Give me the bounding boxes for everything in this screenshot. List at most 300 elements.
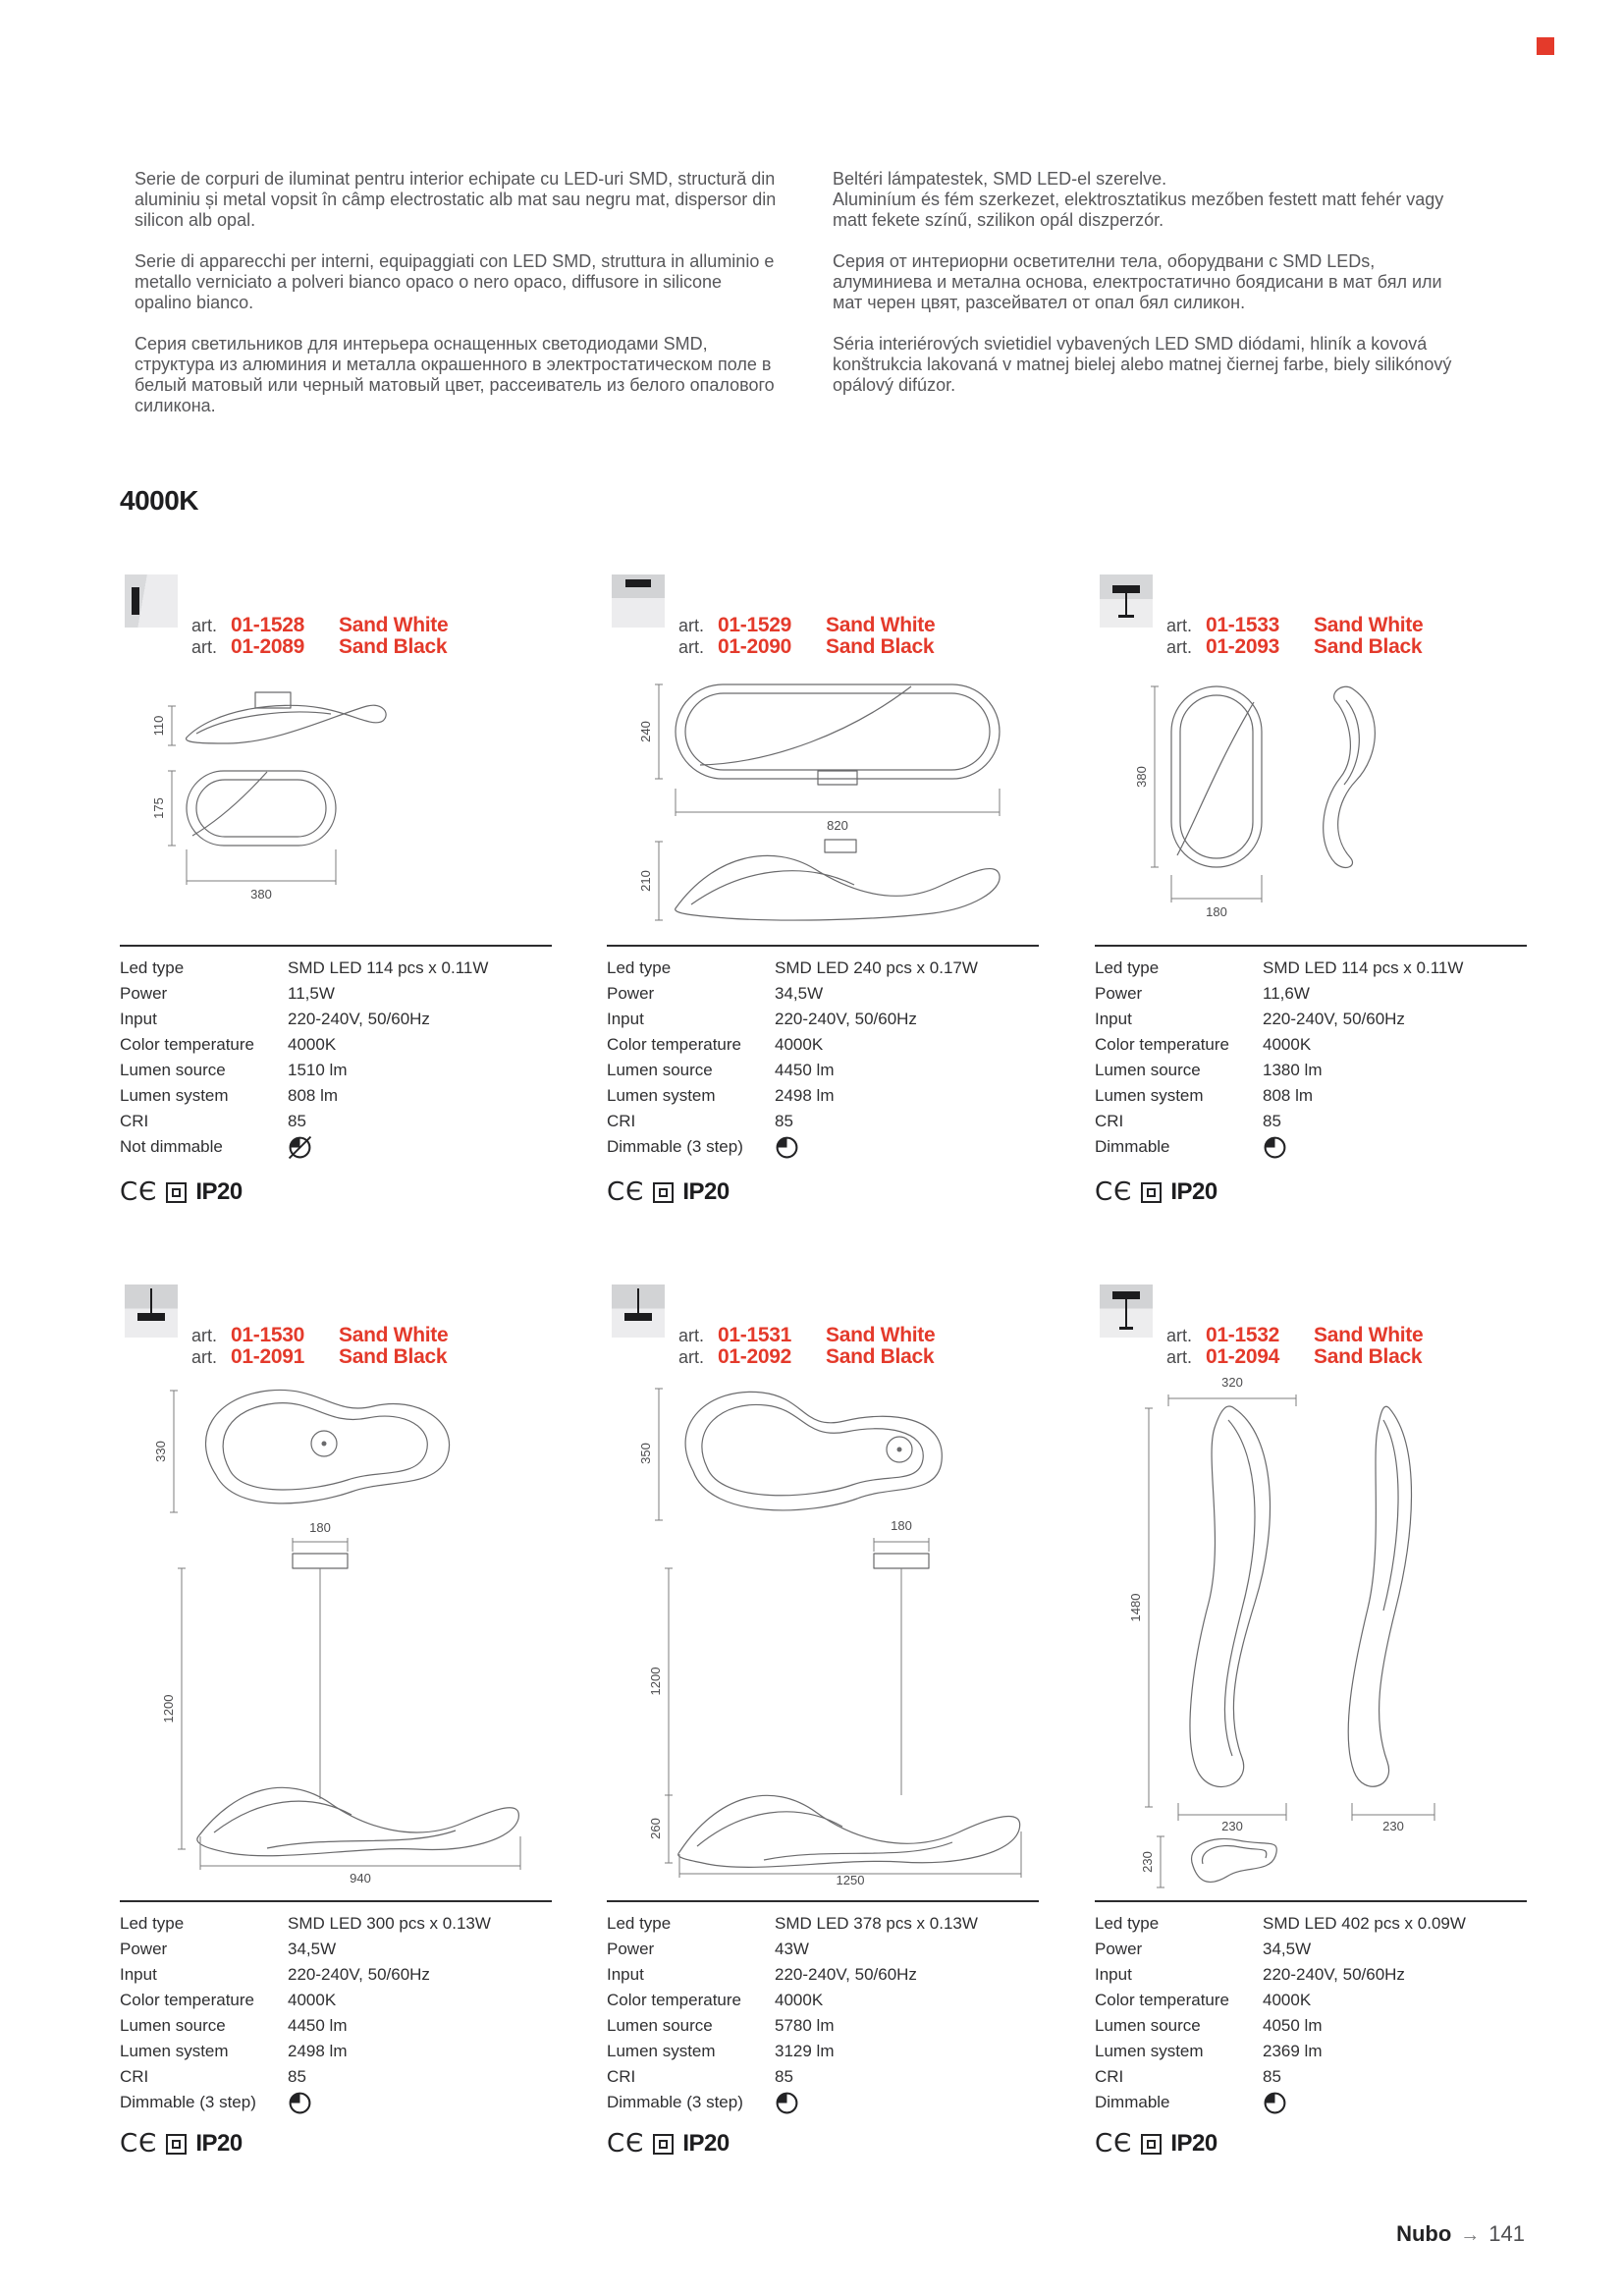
spec-value: 220-240V, 50/60Hz	[775, 1010, 917, 1028]
dimmer-crossed-icon	[288, 1135, 552, 1160]
art-label: art.	[1166, 1347, 1193, 1367]
article-row	[678, 614, 935, 635]
art-label: art.	[191, 637, 218, 657]
spec-label: CRI	[1095, 2067, 1124, 2086]
technical-drawing	[607, 1375, 1039, 1890]
product-card-6	[1095, 1285, 1527, 2173]
spec-value: 4050 lm	[1263, 2016, 1323, 2035]
spec-row	[607, 1058, 1039, 1083]
spec-row	[607, 1032, 1039, 1058]
ce-mark-icon: CЄ	[120, 2129, 158, 2159]
spec-row	[607, 1937, 1039, 1962]
spec-label: CRI	[1095, 1112, 1124, 1130]
art-label: art.	[678, 637, 705, 657]
ip-rating: IP20	[682, 1178, 730, 1205]
article-finish: Sand Black	[1314, 635, 1423, 658]
article-row	[191, 1324, 448, 1345]
spec-row	[120, 1007, 552, 1032]
cert-row	[1095, 1177, 1217, 1207]
article-finish: Sand White	[1314, 1324, 1424, 1346]
spec-label: Lumen source	[120, 2016, 226, 2035]
page-number: 141	[1488, 2221, 1525, 2246]
spec-row	[120, 981, 552, 1007]
spec-value: 85	[288, 1112, 306, 1130]
spec-row	[607, 1083, 1039, 1109]
spec-row	[120, 1937, 552, 1962]
spec-value: 34,5W	[775, 984, 824, 1003]
article-list	[678, 1324, 935, 1367]
spec-label: Lumen system	[607, 1086, 716, 1105]
ip-rating: IP20	[682, 2130, 730, 2157]
dim-label: 320	[1221, 1375, 1243, 1390]
spec-label: CRI	[607, 2067, 636, 2086]
p6-front-view	[1190, 1406, 1270, 1786]
art-label: art.	[678, 1347, 705, 1367]
article-code: 01-1532	[1206, 1324, 1279, 1346]
p2-top-view	[676, 684, 1000, 785]
p6-drawing-svg	[1095, 1375, 1527, 1900]
spec-label: Led type	[607, 958, 672, 977]
article-code: 01-2090	[718, 635, 791, 658]
ce-mark-icon: CЄ	[1095, 1177, 1133, 1207]
intro-column-right	[833, 169, 1469, 416]
spec-value: 85	[1263, 1112, 1281, 1130]
spec-label: Lumen system	[120, 1086, 229, 1105]
p2-drawing-svg	[607, 673, 1039, 938]
arrow-icon: →	[1460, 2224, 1481, 2246]
dim-label: 210	[638, 870, 653, 892]
art-label: art.	[1166, 637, 1193, 657]
spec-row	[1095, 2064, 1527, 2090]
cert-row	[607, 2129, 730, 2159]
article-row	[1166, 635, 1423, 657]
article-row	[678, 635, 935, 657]
spec-label: Power	[120, 984, 168, 1003]
intro-paragraph-hu-1: Beltéri lámpatestek, SMD LED-el szerelve.	[833, 169, 1167, 189]
p5-drawing-svg	[607, 1375, 1039, 1886]
spec-table	[1095, 1900, 1527, 2115]
spec-value: 85	[1263, 2067, 1281, 2086]
spec-value: 4000K	[1263, 1991, 1312, 2009]
article-finish: Sand White	[339, 1324, 449, 1346]
spec-row	[607, 1911, 1039, 1937]
spec-value: 4000K	[775, 1035, 824, 1054]
article-code: 01-1529	[718, 614, 791, 636]
dim-label: 1200	[648, 1667, 663, 1696]
intro-paragraph-bg: Серия от интериорни осветителни тела, оборудвани с SMD LEDs, алуминиева и метална основа, електростатично боядисани в мат бял или мат черен цвят, разсейвател от опал бял силикон.	[833, 251, 1442, 312]
technical-drawing	[607, 673, 1039, 938]
spec-label: Dimmable (3 step)	[120, 2093, 256, 2111]
spec-label: CRI	[120, 1112, 149, 1130]
ceiling-mount-icon	[612, 574, 665, 628]
spec-value: 4000K	[775, 1991, 824, 2009]
spec-row	[120, 1058, 552, 1083]
spec-value: 3129 lm	[775, 2042, 835, 2060]
spec-row	[1095, 1134, 1527, 1160]
spec-label: Input	[607, 1965, 644, 1984]
article-finish: Sand White	[826, 1324, 936, 1346]
cert-row	[120, 2129, 243, 2159]
spec-row	[1095, 2090, 1527, 2115]
ip-rating: IP20	[195, 1178, 243, 1205]
spec-row	[607, 1962, 1039, 1988]
dim-label: 380	[250, 887, 272, 902]
spec-row	[607, 2064, 1039, 2090]
spec-label: Color temperature	[120, 1991, 255, 2009]
spec-label: Lumen system	[1095, 1086, 1204, 1105]
spec-row	[1095, 1032, 1527, 1058]
ip-rating: IP20	[1170, 2130, 1217, 2157]
product-card-5	[607, 1285, 1039, 2173]
class-ii-icon	[1141, 2134, 1162, 2155]
ce-mark-icon: CЄ	[120, 1177, 158, 1207]
p6-small-top-view	[1192, 1838, 1277, 1882]
article-list	[191, 614, 448, 657]
p5-top-view	[685, 1392, 942, 1510]
article-finish: Sand Black	[339, 1345, 448, 1368]
spec-value: 5780 lm	[775, 2016, 835, 2035]
dim-label: 260	[648, 1818, 663, 1839]
spec-row	[120, 2090, 552, 2115]
article-list	[678, 614, 935, 657]
article-row	[1166, 1324, 1423, 1345]
spec-label: Dimmable (3 step)	[607, 1137, 743, 1156]
intro-paragraph-ru: Серия светильников для интерьера оснащенных светодиодами SMD, структура из алюминия и металла окрашенного в электростатическом поле в белый матовый или черный матовый цвет, рассеиватель из белого опалового силикона.	[135, 334, 775, 415]
spec-row	[607, 2090, 1039, 2115]
spec-value: 34,5W	[288, 1940, 337, 1958]
spec-label: Input	[120, 1965, 157, 1984]
spec-row	[607, 1134, 1039, 1160]
article-code: 01-1533	[1206, 614, 1279, 636]
cert-row	[1095, 2129, 1217, 2159]
intro-paragraph-ro: Serie de corpuri de iluminat pentru interior echipate cu LED-uri SMD, structură din aluminiu și metal vopsit în câmp electrostatic alb mat sau negru mat, dispersor din silicon alb opal.	[135, 169, 777, 230]
dim-label: 230	[1140, 1851, 1155, 1873]
spec-row	[1095, 1083, 1527, 1109]
spec-value: 1510 lm	[288, 1061, 348, 1079]
spec-row	[1095, 1058, 1527, 1083]
spec-value: SMD LED 114 pcs x 0.11W	[288, 958, 489, 977]
spec-value: 2369 lm	[1263, 2042, 1323, 2060]
spec-row	[1095, 1962, 1527, 1988]
spec-row	[1095, 1007, 1527, 1032]
spec-value: 220-240V, 50/60Hz	[1263, 1010, 1405, 1028]
p1-side-view	[187, 692, 387, 743]
floor-lamp-icon	[1100, 1285, 1153, 1338]
p4-top-view	[206, 1390, 450, 1503]
spec-row	[120, 956, 552, 981]
spec-label: Led type	[120, 958, 185, 977]
spec-table	[607, 1900, 1039, 2115]
spec-label: Color temperature	[607, 1991, 742, 2009]
spec-label: Color temperature	[1095, 1991, 1230, 2009]
p3-drawing-svg	[1095, 673, 1527, 938]
article-list	[1166, 614, 1423, 657]
cert-row	[607, 1177, 730, 1207]
intro-paragraph-sk: Séria interiérových svietidiel vybavených LED SMD diódami, hliník a kovová konštrukcia lakovaná v matnej bielej alebo matnej čiernej farbe, biely silikónový opálový difúzor.	[833, 334, 1452, 395]
art-label: art.	[191, 1347, 218, 1367]
spec-table	[1095, 945, 1527, 1160]
spec-row	[120, 1962, 552, 1988]
spec-label: Power	[1095, 1940, 1143, 1958]
spec-label: Input	[1095, 1010, 1132, 1028]
spec-row	[1095, 1988, 1527, 2013]
article-row	[678, 1345, 935, 1367]
article-row	[1166, 614, 1423, 635]
product-card-3	[1095, 574, 1527, 1223]
class-ii-icon	[653, 1182, 674, 1203]
spec-label: Dimmable (3 step)	[607, 2093, 743, 2111]
dimmer-icon	[288, 2091, 552, 2115]
article-row	[678, 1324, 935, 1345]
section-heading-4000k: 4000K	[120, 485, 199, 516]
spec-label: Power	[607, 984, 655, 1003]
article-code: 01-2092	[718, 1345, 791, 1368]
spec-row	[1095, 2013, 1527, 2039]
dim-label: 350	[638, 1443, 653, 1464]
spec-label: Not dimmable	[120, 1137, 223, 1156]
spec-label: Input	[1095, 1965, 1132, 1984]
ce-mark-icon: CЄ	[607, 2129, 645, 2159]
spec-value: 2498 lm	[775, 1086, 835, 1105]
spec-row	[1095, 1109, 1527, 1134]
spec-label: Lumen system	[120, 2042, 229, 2060]
product-card-4	[120, 1285, 552, 2173]
page-corner-marker	[1537, 37, 1554, 55]
spec-label: Lumen source	[607, 2016, 713, 2035]
art-label: art.	[191, 1326, 218, 1345]
spec-row	[120, 1988, 552, 2013]
dim-label: 1200	[161, 1694, 176, 1723]
product-card-2	[607, 574, 1039, 1223]
article-code: 01-2091	[231, 1345, 304, 1368]
dim-label: 240	[638, 721, 653, 742]
spec-row	[607, 2039, 1039, 2064]
spec-label: Led type	[1095, 958, 1160, 977]
page-footer	[1396, 2221, 1525, 2247]
p4-drawing-svg	[120, 1375, 552, 1886]
spec-label: Input	[120, 1010, 157, 1028]
table-lamp-icon	[1100, 574, 1153, 628]
spec-row	[120, 2064, 552, 2090]
spec-value: 11,5W	[288, 984, 335, 1003]
spec-label: Power	[1095, 984, 1143, 1003]
spec-row	[120, 1109, 552, 1134]
art-label: art.	[1166, 1326, 1193, 1345]
ip-rating: IP20	[195, 2130, 243, 2157]
art-label: art.	[1166, 616, 1193, 635]
article-finish: Sand Black	[1314, 1345, 1423, 1368]
article-row	[191, 635, 448, 657]
cert-row	[120, 1177, 243, 1207]
p1-front-view	[187, 771, 336, 846]
intro-paragraph-it: Serie di apparecchi per interni, equipaggiati con LED SMD, struttura in alluminio e metallo verniciato a polveri bianco opaco o nero opaco, diffusore in silicone opalino bianco.	[135, 251, 775, 312]
article-finish: Sand White	[1314, 614, 1424, 636]
spec-value: 43W	[775, 1940, 809, 1958]
spec-value: 808 lm	[1263, 1086, 1314, 1105]
spec-value: 85	[775, 2067, 793, 2086]
spec-label: Color temperature	[1095, 1035, 1230, 1054]
spec-row	[120, 2013, 552, 2039]
technical-drawing	[120, 673, 552, 938]
spec-value: SMD LED 240 pcs x 0.17W	[775, 958, 978, 977]
spec-table	[120, 945, 552, 1160]
art-label: art.	[191, 616, 218, 635]
spec-label: CRI	[120, 2067, 149, 2086]
p1-drawing-svg	[120, 673, 552, 938]
spec-label: Lumen source	[1095, 1061, 1201, 1079]
article-row	[191, 1345, 448, 1367]
p2-side-view	[676, 840, 1000, 920]
spec-value: SMD LED 300 pcs x 0.13W	[288, 1914, 491, 1933]
spec-value: 85	[288, 2067, 306, 2086]
spec-label: CRI	[607, 1112, 636, 1130]
technical-drawing	[120, 1375, 552, 1890]
dim-label: 230	[1221, 1819, 1243, 1833]
article-code: 01-2089	[231, 635, 304, 658]
spec-value: 220-240V, 50/60Hz	[1263, 1965, 1405, 1984]
product-card-1	[120, 574, 552, 1223]
spec-value: 4000K	[1263, 1035, 1312, 1054]
p3-side-view	[1324, 686, 1376, 867]
spec-value: 1380 lm	[1263, 1061, 1323, 1079]
spec-row	[607, 1109, 1039, 1134]
wall-mount-icon	[125, 574, 178, 628]
p3-front-view	[1171, 686, 1262, 867]
article-finish: Sand Black	[339, 635, 448, 658]
art-label: art.	[678, 1326, 705, 1345]
dim-label: 820	[827, 818, 848, 833]
article-finish: Sand White	[339, 614, 449, 636]
spec-label: Color temperature	[607, 1035, 742, 1054]
spec-label: Led type	[120, 1914, 185, 1933]
spec-row	[1095, 1937, 1527, 1962]
class-ii-icon	[166, 1182, 187, 1203]
article-code: 01-2094	[1206, 1345, 1279, 1368]
spec-row	[120, 1911, 552, 1937]
spec-value: 220-240V, 50/60Hz	[775, 1965, 917, 1984]
spec-row	[1095, 2039, 1527, 2064]
ip-rating: IP20	[1170, 1178, 1217, 1205]
spec-value: 11,6W	[1263, 984, 1310, 1003]
spec-label: Dimmable	[1095, 1137, 1170, 1156]
art-label: art.	[678, 616, 705, 635]
intro-column-left	[135, 169, 778, 437]
spec-row	[607, 956, 1039, 981]
spec-label: Lumen system	[607, 2042, 716, 2060]
spec-value: SMD LED 114 pcs x 0.11W	[1263, 958, 1464, 977]
spec-table	[120, 1900, 552, 2115]
spec-row	[607, 981, 1039, 1007]
spec-label: Led type	[607, 1914, 672, 1933]
spec-value: 808 lm	[288, 1086, 339, 1105]
dimmer-icon	[1263, 2091, 1527, 2115]
series-name: Nubo	[1396, 2221, 1452, 2246]
dim-label: 230	[1382, 1819, 1404, 1833]
spec-label: Power	[120, 1940, 168, 1958]
dim-label: 180	[309, 1520, 331, 1535]
spec-row	[120, 1083, 552, 1109]
pendant-icon	[612, 1285, 665, 1338]
spec-row	[607, 2013, 1039, 2039]
dim-label: 1250	[836, 1873, 865, 1886]
spec-label: Lumen source	[120, 1061, 226, 1079]
article-row	[191, 614, 448, 635]
pendant-icon	[125, 1285, 178, 1338]
spec-label: Dimmable	[1095, 2093, 1170, 2111]
spec-label: Lumen source	[607, 1061, 713, 1079]
dimmer-icon	[775, 1135, 1039, 1160]
spec-row	[1095, 1911, 1527, 1937]
spec-row	[120, 1134, 552, 1160]
article-finish: Sand Black	[826, 635, 935, 658]
dim-label: 110	[151, 715, 166, 737]
spec-value: SMD LED 402 pcs x 0.09W	[1263, 1914, 1466, 1933]
intro-paragraph-hu-2: Aluminíum és fém szerkezet, elektrosztatikus mezőben festett matt fehér vagy matt fekete színű, szilikon opál diszperzór.	[833, 190, 1444, 230]
article-finish: Sand White	[826, 614, 936, 636]
spec-label: Input	[607, 1010, 644, 1028]
spec-value: 85	[775, 1112, 793, 1130]
spec-row	[607, 1007, 1039, 1032]
spec-value: 4450 lm	[775, 1061, 835, 1079]
class-ii-icon	[166, 2134, 187, 2155]
dim-label: 380	[1134, 766, 1149, 788]
article-code: 01-1530	[231, 1324, 304, 1346]
spec-row	[1095, 956, 1527, 981]
spec-table	[607, 945, 1039, 1160]
dim-label: 330	[153, 1441, 168, 1462]
spec-value: 220-240V, 50/60Hz	[288, 1010, 430, 1028]
spec-label: Lumen source	[1095, 2016, 1201, 2035]
dim-label: 180	[1206, 904, 1227, 919]
dim-label: 940	[350, 1871, 371, 1886]
technical-drawing	[1095, 673, 1527, 938]
article-finish: Sand Black	[826, 1345, 935, 1368]
article-list	[191, 1324, 448, 1367]
spec-row	[120, 2039, 552, 2064]
p5-pendant-view	[678, 1554, 1020, 1867]
ce-mark-icon: CЄ	[607, 1177, 645, 1207]
dimmer-icon	[1263, 1135, 1527, 1160]
class-ii-icon	[653, 2134, 674, 2155]
article-row	[1166, 1345, 1423, 1367]
spec-value: 2498 lm	[288, 2042, 348, 2060]
spec-row	[607, 1988, 1039, 2013]
dim-label: 180	[891, 1518, 912, 1533]
article-code: 01-1531	[718, 1324, 791, 1346]
article-code: 01-2093	[1206, 635, 1279, 658]
p6-side-view	[1348, 1406, 1411, 1786]
spec-label: Power	[607, 1940, 655, 1958]
spec-value: SMD LED 378 pcs x 0.13W	[775, 1914, 978, 1933]
dim-label: 1480	[1128, 1593, 1143, 1622]
spec-value: 34,5W	[1263, 1940, 1312, 1958]
technical-drawing	[1095, 1375, 1527, 1905]
dimmer-icon	[775, 2091, 1039, 2115]
spec-value: 4450 lm	[288, 2016, 348, 2035]
spec-value: 220-240V, 50/60Hz	[288, 1965, 430, 1984]
spec-row	[1095, 981, 1527, 1007]
spec-value: 4000K	[288, 1991, 337, 2009]
spec-label: Led type	[1095, 1914, 1160, 1933]
ce-mark-icon: CЄ	[1095, 2129, 1133, 2159]
spec-label: Color temperature	[120, 1035, 255, 1054]
article-list	[1166, 1324, 1423, 1367]
spec-value: 4000K	[288, 1035, 337, 1054]
dim-label: 175	[151, 797, 166, 819]
spec-label: Lumen system	[1095, 2042, 1204, 2060]
article-code: 01-1528	[231, 614, 304, 636]
spec-row	[120, 1032, 552, 1058]
